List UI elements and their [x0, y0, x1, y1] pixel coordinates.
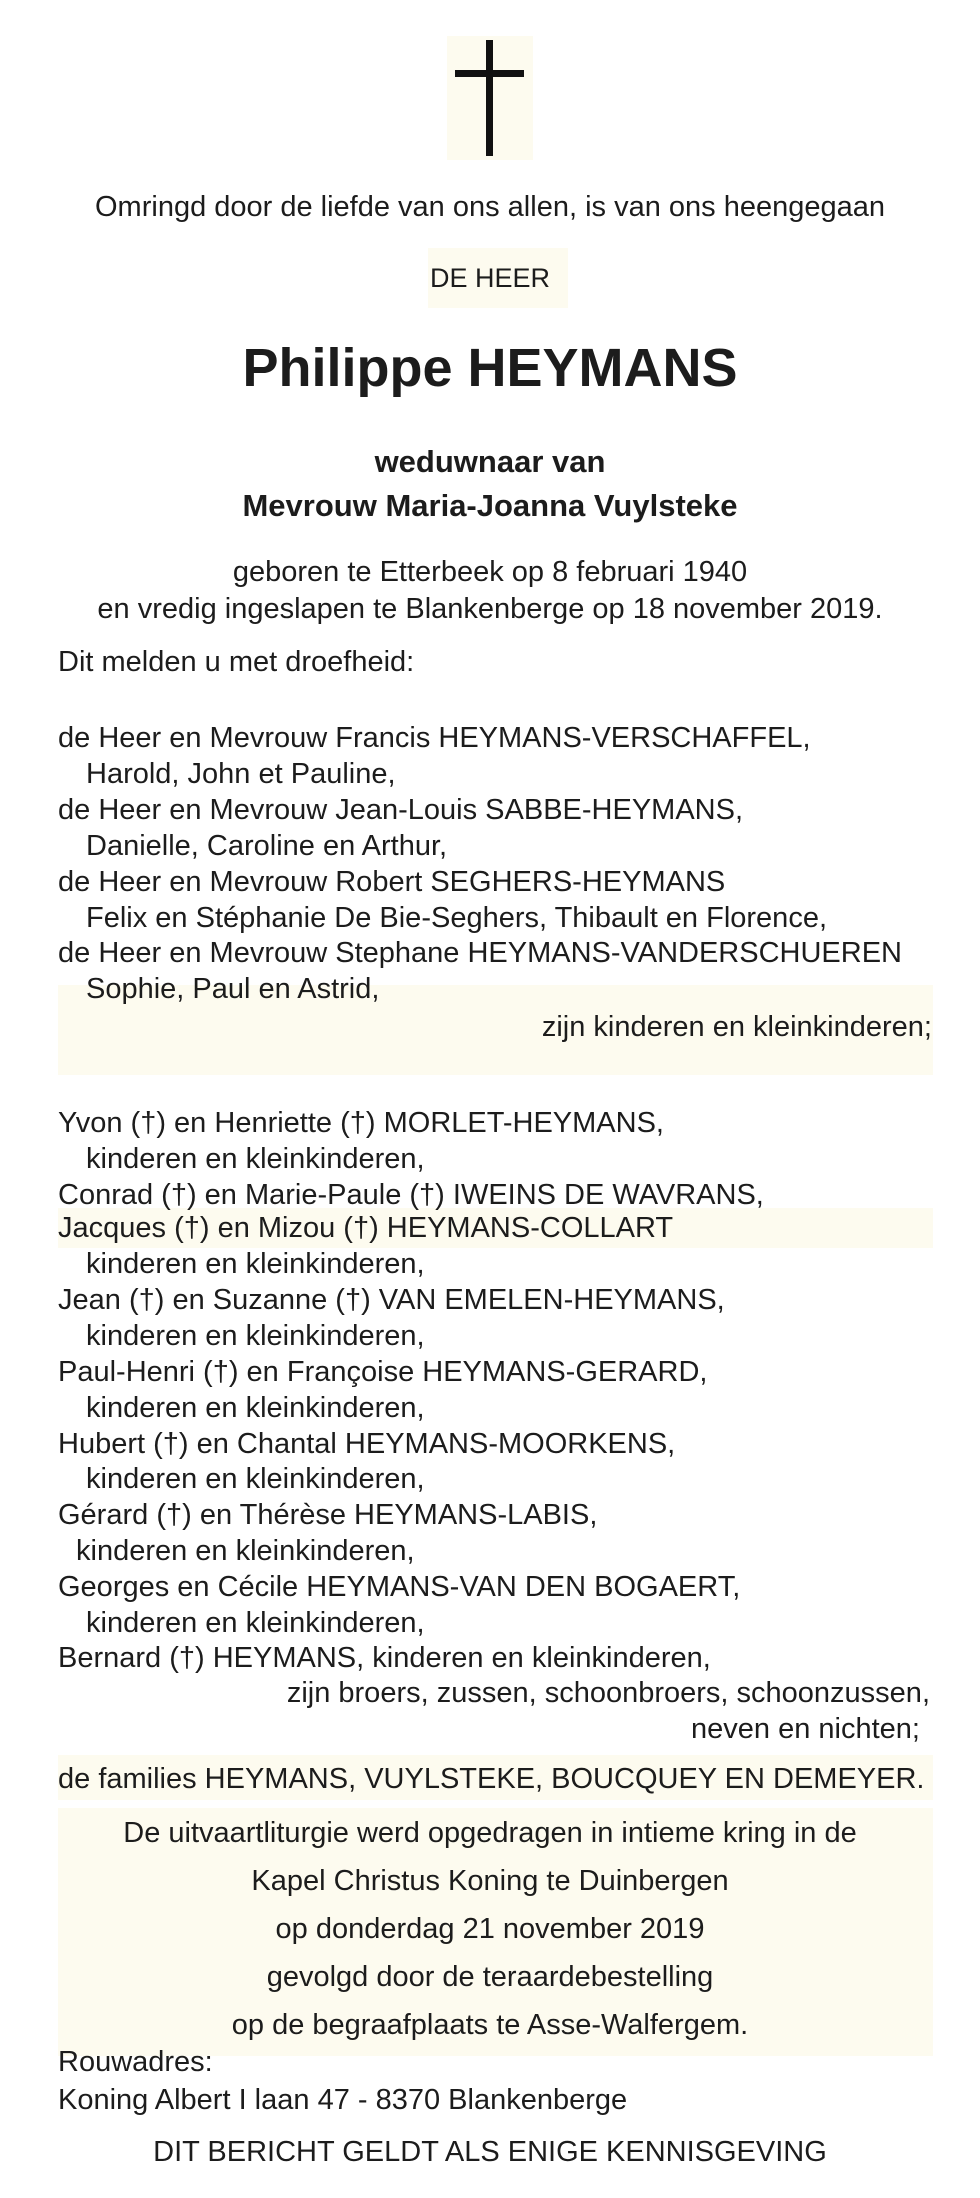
address-label: Rouwadres:	[58, 2046, 213, 2078]
list-item: Yvon (†) en Henriette (†) MORLET-HEYMANS,	[58, 1107, 664, 1139]
list-item: kinderen en kleinkinderen,	[86, 1463, 425, 1495]
list-item: kinderen en kleinkinderen,	[86, 1248, 425, 1280]
list-item: Conrad (†) en Marie-Paule (†) IWEINS DE WAVRANS,	[58, 1179, 764, 1211]
list-item: Georges en Cécile HEYMANS-VAN DEN BOGAERT,	[58, 1571, 741, 1603]
list-item: Harold, John et Pauline,	[86, 758, 396, 790]
death-line: en vredig ingeslapen te Blankenberge op 18 november 2019.	[97, 593, 883, 625]
cross-icon	[447, 36, 533, 160]
footer-notice: DIT BERICHT GELDT ALS ENIGE KENNISGEVING	[153, 2136, 827, 2168]
list-item: Sophie, Paul en Astrid,	[86, 973, 380, 1005]
list-item: Bernard (†) HEYMANS, kinderen en kleinkinderen,	[58, 1642, 711, 1674]
list-item: de Heer en Mevrouw Stephane HEYMANS-VANDERSCHUEREN	[58, 937, 902, 969]
list-item: Felix en Stéphanie De Bie-Seghers, Thibault en Florence,	[86, 902, 828, 934]
funeral-line: Kapel Christus Koning te Duinbergen	[251, 1865, 729, 1897]
siblings-summary: zijn broers, zussen, schoonbroers, schoonzussen,	[286, 1677, 930, 1709]
list-item: Hubert (†) en Chantal HEYMANS-MOORKENS,	[58, 1428, 676, 1460]
funeral-line: op de begraafplaats te Asse-Walfergem.	[231, 2009, 749, 2041]
deceased-name: Philippe HEYMANS	[242, 338, 738, 398]
list-item: de Heer en Mevrouw Robert SEGHERS-HEYMANS	[58, 866, 726, 898]
list-item: Jacques (†) en Mizou (†) HEYMANS-COLLART	[58, 1212, 674, 1244]
honorific-title: DE HEER	[429, 263, 551, 293]
spouse-name: Mevrouw Maria-Joanna Vuylsteke	[242, 488, 738, 523]
opening-line: Omringd door de liefde van ons allen, is van ons heengegaan	[95, 191, 885, 223]
list-item: kinderen en kleinkinderen,	[76, 1535, 415, 1567]
widower-line: weduwnaar van	[374, 444, 606, 479]
list-item: de Heer en Mevrouw Francis HEYMANS-VERSCHAFFEL,	[58, 722, 811, 754]
list-item: kinderen en kleinkinderen,	[86, 1143, 425, 1175]
families-line: de families HEYMANS, VUYLSTEKE, BOUCQUEY EN DEMEYER.	[58, 1763, 925, 1795]
address-value: Koning Albert I laan 47 - 8370 Blankenberge	[58, 2084, 628, 2116]
list-item: Jean (†) en Suzanne (†) VAN EMELEN-HEYMANS,	[58, 1284, 725, 1316]
funeral-line: op donderdag 21 november 2019	[275, 1913, 705, 1945]
list-item: Danielle, Caroline en Arthur,	[86, 830, 448, 862]
funeral-line: De uitvaartliturgie werd opgedragen in intieme kring in de	[123, 1817, 857, 1849]
funeral-line: gevolgd door de teraardebestelling	[266, 1961, 714, 1993]
announcement: Dit melden u met droefheid:	[58, 646, 415, 678]
siblings-summary-2: neven en nichten;	[691, 1713, 920, 1745]
list-item: Gérard (†) en Thérèse HEYMANS-LABIS,	[58, 1499, 598, 1531]
list-item: kinderen en kleinkinderen,	[86, 1320, 425, 1352]
list-item: de Heer en Mevrouw Jean-Louis SABBE-HEYMANS,	[58, 794, 744, 826]
list-item: Paul-Henri (†) en Françoise HEYMANS-GERARD,	[58, 1356, 708, 1388]
birth-line: geboren te Etterbeek op 8 februari 1940	[232, 556, 748, 588]
children-summary: zijn kinderen en kleinkinderen;	[541, 1011, 932, 1043]
list-item: kinderen en kleinkinderen,	[86, 1392, 425, 1424]
list-item: kinderen en kleinkinderen,	[86, 1607, 425, 1639]
